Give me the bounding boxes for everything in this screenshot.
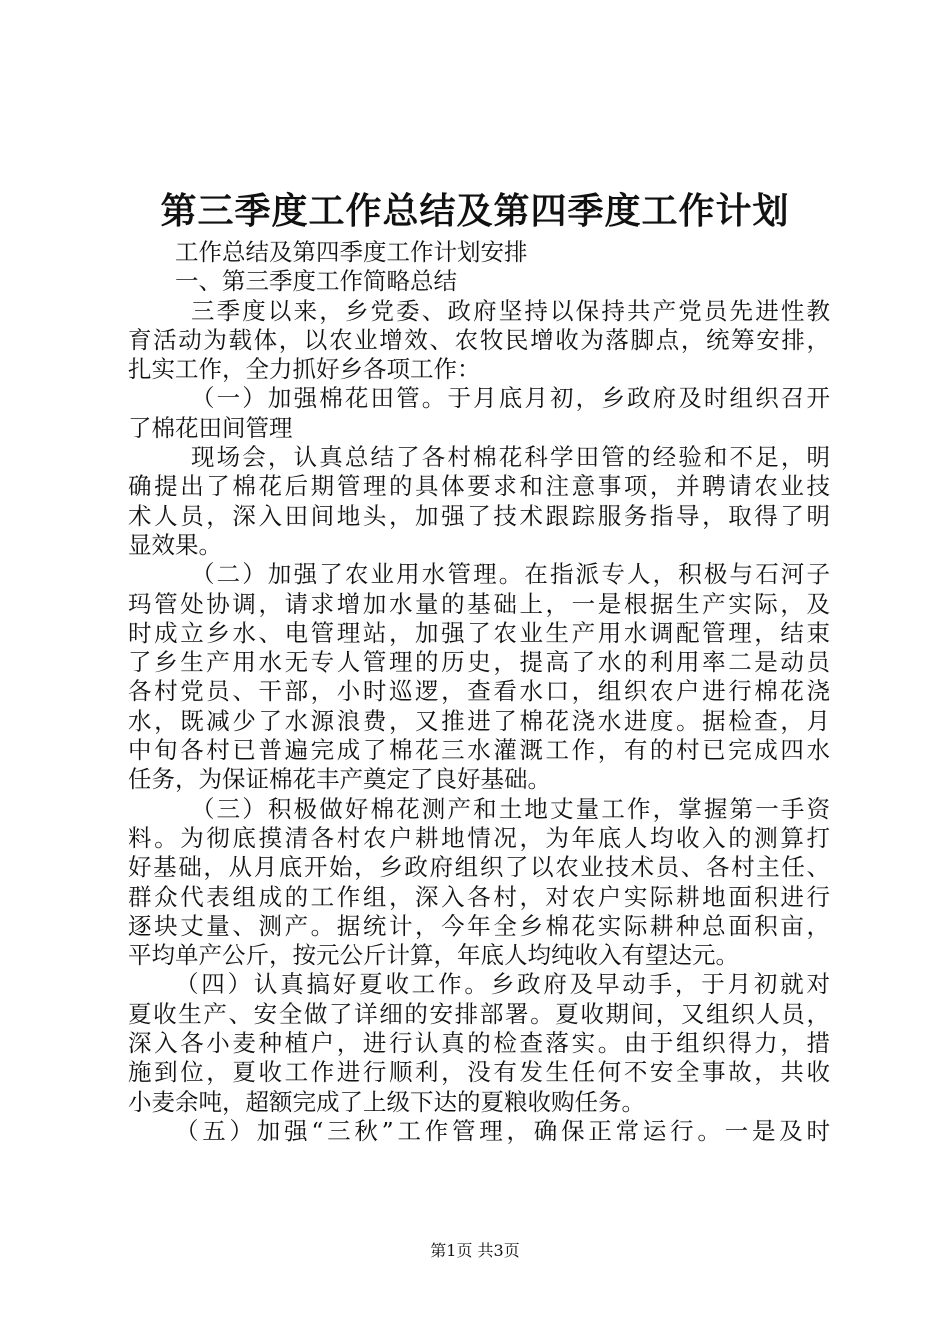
text-line: 任务，为保证棉花丰产奠定了良好基础。: [128, 765, 551, 794]
text-line: 工作总结及第四季度工作计划安排: [175, 238, 528, 266]
text-line: 料。为彻底摸清各村农户耕地情况，为年底人均收入的测算打: [128, 823, 830, 852]
text-line: 了棉花田间管理: [128, 413, 293, 442]
text-line: 好基础，从月底开始，乡政府组织了以农业技术员、各村主任、: [128, 853, 830, 882]
text-line: 现场会，认真总结了各村棉花科学田管的经验和不足，明: [191, 443, 830, 472]
text-line: 育活动为载体，以农业增效、农牧民增收为落脚点，统筹安排，: [128, 325, 830, 354]
text-line: 确提出了棉花后期管理的具体要求和注意事项，并聘请农业技: [128, 472, 830, 501]
text-line: 时成立乡水、电管理站，加强了农业生产用水调配管理，结束: [128, 618, 830, 647]
text-line: 三季度以来，乡党委、政府坚持以保持共产党员先进性教: [191, 296, 830, 325]
text-line: 夏收生产、安全做了详细的安排部署。夏收期间，又组织人员，: [128, 999, 830, 1028]
text-line: 术人员，深入田间地头，加强了技术跟踪服务指导，取得了明: [128, 501, 830, 530]
text-line: 逐块丈量、测产。据统计，今年全乡棉花实际耕种总面积亩，: [128, 911, 830, 940]
text-line: 一、第三季度工作简略总结: [175, 267, 457, 296]
text-line: 群众代表组成的工作组，深入各村，对农户实际耕地面积进行: [128, 882, 830, 911]
text-line: （三）积极做好棉花测产和土地丈量工作，掌握第一手资: [191, 794, 830, 823]
document-body: [128, 238, 830, 1146]
text-line: 水，既减少了水源浪费，又推进了棉花浇水进度。据检查，月: [128, 706, 830, 735]
text-line: （四）认真搞好夏收工作。乡政府及早动手，于月初就对: [175, 970, 830, 999]
document-title: 第三季度工作总结及第四季度工作计划: [160, 190, 790, 232]
text-line: 小麦余吨，超额完成了上级下达的夏粮收购任务。: [128, 1087, 645, 1116]
text-line: 中旬各村已普遍完成了棉花三水灌溉工作，有的村已完成四水: [128, 736, 830, 765]
text-line: 了乡生产用水无专人管理的历史，提高了水的利用率二是动员: [128, 648, 830, 677]
text-line: （二）加强了农业用水管理。在指派专人，积极与石河子: [191, 560, 830, 589]
text-line: 各村党员、干部，小时巡逻，查看水口，组织农户进行棉花浇: [128, 677, 830, 706]
text-line: 平均单产公斤，按元公斤计算，年底人均纯收入有望达元。: [128, 941, 739, 970]
page-footer: 第1页 共3页: [430, 1241, 520, 1260]
text-line: 深入各小麦种植户，进行认真的检查落实。由于组织得力，措: [128, 1029, 830, 1058]
text-line: （五）加强“三秋”工作管理，确保正常运行。一是及时: [175, 1116, 830, 1145]
text-line: 施到位，夏收工作进行顺利，没有发生任何不安全事故，共收: [128, 1058, 830, 1087]
text-line: 玛管处协调，请求增加水量的基础上，一是根据生产实际，及: [128, 589, 830, 618]
text-line: 显效果。: [128, 530, 222, 559]
text-line: 扎实工作，全力抓好乡各项工作：: [128, 355, 481, 384]
text-line: （一）加强棉花田管。于月底月初，乡政府及时组织召开: [191, 384, 830, 413]
